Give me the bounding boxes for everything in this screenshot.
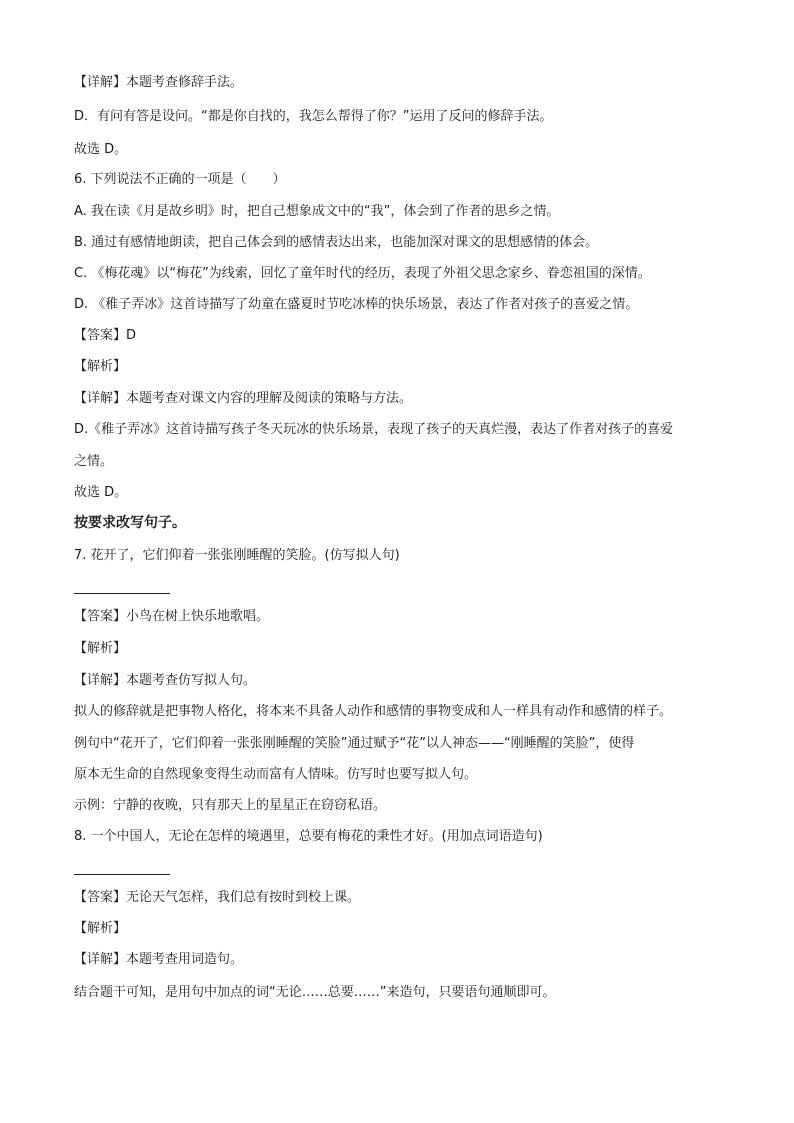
explanation-line: 例句中“花开了，它们仰着一张张刚睡醒的笑脸”通过赋予“花”以人神态——“刚睡醒的笑脸”，使得: [74, 736, 635, 751]
question-8: 8. 一个中国人，无论在怎样的境遇里，总要有梅花的秉性才好。(用加点词语造句): [74, 829, 543, 844]
explanation-line: 【详解】本题考查修辞手法。: [74, 75, 244, 90]
option-c: C. 《梅花魂》以“梅花”为线索，回忆了童年时代的经历，表现了外祖父思念家乡、眷恋祖国的深情。: [74, 266, 651, 281]
explanation-line: 之情。: [74, 454, 114, 469]
section-heading: 按要求改写句子。: [74, 515, 186, 531]
question-6: 6. 下列说法不正确的一项是（ ）: [74, 172, 286, 187]
option-d: D. 《稚子弄冰》这首诗描写了幼童在盛夏时节吃冰棒的快乐场景，表达了作者对孩子的喜爱之情。: [74, 297, 639, 312]
answer-line: 【答案】D: [74, 328, 137, 343]
answer-blank-line: [74, 593, 170, 594]
conclusion-line: 故选 D。: [74, 142, 128, 157]
answer-line: 【答案】无论天气怎样，我们总有按时到校上课。: [74, 890, 361, 905]
explanation-line: D.《稚子弄冰》这首诗描写孩子冬天玩冰的快乐场景，表现了孩子的天真烂漫，表达了作者对孩子的喜爱: [74, 422, 674, 437]
explanation-line: 【详解】本题考查对课文内容的理解及阅读的策略与方法。: [74, 391, 413, 406]
question-7: 7. 花开了，它们仰着一张张刚睡醒的笑脸。(仿写拟人句): [74, 548, 400, 563]
explanation-line: 结合题干可知，是用句中加点的词“无论……总要……”来造句，只要语句通顺即可。: [74, 985, 556, 1000]
explanation-line: 【详解】本题考查仿写拟人句。: [74, 673, 257, 688]
explanation-line: 原本无生命的自然现象变得生动而富有人情味。仿写时也要写拟人句。: [74, 767, 478, 782]
explanation-line: D．有问有答是设问。“都是你自找的，我怎么帮得了你？”运用了反问的修辞手法。: [74, 109, 553, 124]
answer-blank-line: [74, 874, 170, 875]
option-a: A. 我在读《月是故乡明》时，把自己想象成文中的“我”，体会到了作者的思乡之情。: [74, 204, 560, 219]
explanation-line: 拟人的修辞就是把事物人格化，将本来不具备人动作和感情的事物变成和人一样具有动作和感情的样子。: [74, 704, 673, 719]
analysis-label: 【解析】: [74, 921, 127, 936]
option-b: B. 通过有感情地朗读，把自己体会到的感情表达出来，也能加深对课文的思想感情的体会。: [74, 235, 599, 250]
example-line: 示例：宁静的夜晚，只有那天上的星星正在窃窃私语。: [74, 798, 387, 813]
answer-line: 【答案】小鸟在树上快乐地歌唱。: [74, 609, 270, 624]
conclusion-line: 故选 D。: [74, 485, 128, 500]
analysis-label: 【解析】: [74, 359, 127, 374]
analysis-label: 【解析】: [74, 641, 127, 656]
explanation-line: 【详解】本题考查用词造句。: [74, 952, 244, 967]
